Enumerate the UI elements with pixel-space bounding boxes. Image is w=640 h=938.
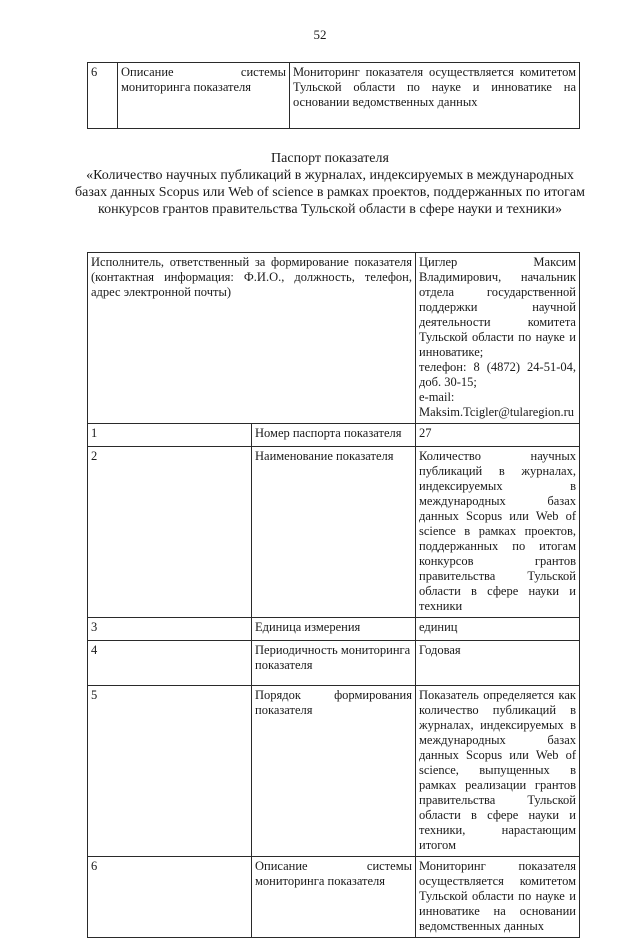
executor-value: Циглер Максим Владимирович, начальник отдела государственной поддержки научной деятельности комитета Тульской области по науке и инноватике; (419, 255, 576, 359)
row-number: 6 (88, 63, 118, 129)
table-row (88, 447, 580, 618)
row-number: 3 (88, 618, 252, 641)
row-label: Наименование показателя (252, 447, 416, 618)
row-label: Единица измерения (252, 618, 416, 641)
table-row (88, 686, 580, 857)
row-label: Порядок формирования показателя (252, 686, 416, 857)
table-row (88, 424, 580, 447)
table-row (88, 63, 580, 129)
row-value: 27 (416, 424, 580, 447)
passport-title: Паспорт показателя (271, 151, 389, 166)
page-number: 52 (313, 27, 327, 42)
table-row (88, 641, 580, 686)
row-value: Годовая (416, 641, 580, 686)
table-row (88, 253, 580, 424)
row-number: 4 (88, 641, 252, 686)
row-value: Мониторинг показателя осуществляется комитетом Тульской области по науке и инноватике на основании ведомственных данных (416, 857, 580, 938)
passport-header (70, 150, 590, 218)
row-number: 2 (88, 447, 252, 618)
row-number: 1 (88, 424, 252, 447)
executor-phone: телефон: 8 (4872) 24-51-04, доб. 30-15; (419, 360, 576, 389)
row-label: Описание системы мониторинга показателя (252, 857, 416, 938)
row-value: единиц (416, 618, 580, 641)
row-value: Показатель определяется как количество публикаций в журналах, индексируемых в международных базах данных Scopus или Web of science, выпущенных в рамках реализации грантов правительства Тульской области в сфере науки и техники, нарастающим итогом (416, 686, 580, 857)
row-number: 6 (88, 857, 252, 938)
table-row (88, 618, 580, 641)
continuation-table (87, 62, 580, 129)
executor-email: e-mail: Maksim.Tcigler@tularegion.ru (419, 390, 575, 419)
table-row (88, 857, 580, 938)
row-number: 5 (88, 686, 252, 857)
row-label: Периодичность мониторинга показателя (252, 641, 416, 686)
passport-table (87, 252, 580, 938)
row-value: Мониторинг показателя осуществляется комитетом Тульской области по науке и инноватике на основании ведомственных данных (290, 63, 580, 129)
row-value: Количество научных публикаций в журналах, индексируемых в международных базах данных Scopus или Web of science в рамках проектов, поддержанных по итогам конкурсов грантов правительства Тульской области в сфере науки и техники (416, 447, 580, 618)
executor-value-cell (416, 253, 580, 424)
row-label: Описание системы мониторинга показателя (118, 63, 290, 129)
row-label: Номер паспорта показателя (252, 424, 416, 447)
executor-label: Исполнитель, ответственный за формирование показателя (контактная информация: Ф.И.О., должность, телефон, адрес электронной почты) (88, 253, 416, 424)
passport-subtitle: «Количество научных публикаций в журналах, индексируемых в международных базах данных Scopus или Web of science в рамках проектов, поддержанных по итогам конкурсов грантов правительства Тульской области в сфере науки и техники» (75, 168, 585, 217)
